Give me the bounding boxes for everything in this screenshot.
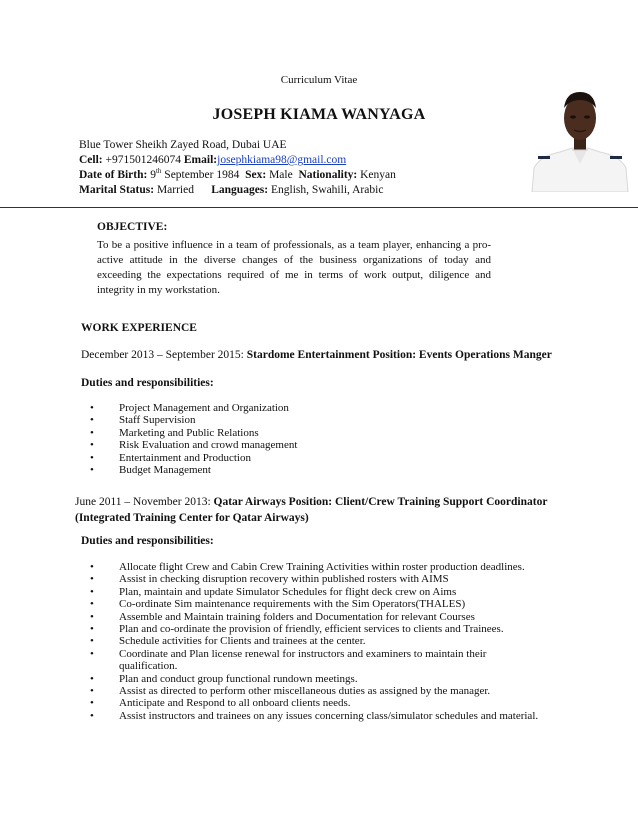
bullet-icon: •: [90, 585, 94, 598]
job-1-title: Stardome Entertainment Position: Events Operations Manger: [246, 349, 552, 361]
dob-label: Date of Birth:: [79, 169, 148, 181]
list-item: • Entertainment and Production: [90, 451, 251, 464]
address: Blue Tower Sheikh Zayed Road, Dubai UAE: [79, 139, 287, 151]
dob-month-year: September 1984: [164, 169, 240, 181]
bullet-icon: •: [90, 709, 94, 722]
bullet-icon: •: [90, 573, 94, 586]
objective-text: To be a positive influence in a team of professionals, as a team player, enhancing a pro-active attitude in the diverse changes of the business organizations of today and exceeding the expectations required of me in terms of work output, diligence and integrity in my workstation.: [97, 239, 491, 296]
list-item: • Anticipate and Respond to all onboard clients needs.: [90, 697, 351, 710]
job-1-dates: December 2013 – September 2015:: [81, 349, 244, 361]
marital-label: Marital Status:: [79, 184, 155, 196]
list-item: • Risk Evaluation and crowd management: [90, 439, 298, 452]
job-2-dates: June 2011 – November 2013:: [75, 496, 211, 508]
profile-photo: [530, 84, 630, 192]
bullet-icon: •: [90, 598, 94, 611]
job-2-title: Qatar Airways Position: Client/Crew Training Support Coordinator: [213, 496, 548, 508]
cell-number: +971501246074: [105, 154, 182, 166]
nationality-label: Nationality:: [298, 169, 358, 181]
header-divider: [0, 207, 638, 208]
list-item: • Plan, maintain and update Simulator Schedules for flight deck crew on Aims: [90, 585, 457, 598]
job-1-duties-list: [90, 402, 510, 476]
bullet-icon: •: [90, 685, 94, 698]
bullet-icon: •: [90, 451, 94, 464]
list-item: • Budget Management: [90, 464, 211, 477]
cell-label: Cell:: [79, 154, 103, 166]
bullet-icon: •: [90, 561, 94, 573]
phone-email-line: [79, 153, 396, 168]
list-item: • Co-ordinate Sim maintenance requirements with the Sim Operators(THALES): [90, 598, 466, 611]
list-item: • Staff Supervision: [90, 414, 196, 427]
email-link[interactable]: josephkiama98@gmail.com: [217, 154, 347, 166]
marital-value: Married: [156, 184, 194, 196]
bullet-icon: •: [90, 697, 94, 710]
status-line: [79, 183, 396, 198]
contact-block: [79, 138, 396, 198]
bullet-icon: •: [90, 402, 94, 414]
bullet-icon: •: [90, 426, 94, 439]
job-2-duties-heading: Duties and responsibilities:: [81, 535, 214, 547]
personal-line: [79, 168, 396, 183]
bullet-icon: •: [90, 414, 94, 427]
job-2-header: [75, 494, 547, 526]
job-1-duties-heading: Duties and responsibilities:: [81, 377, 214, 389]
document-type: Curriculum Vitae: [280, 74, 358, 86]
list-item: • Plan and co-ordinate the provision of friendly, efficient services to clients and Trainees.: [90, 623, 504, 636]
list-item: • Assist in checking disruption recovery within published rosters with AIMS: [90, 573, 449, 586]
email-label: Email:: [183, 154, 218, 166]
bullet-icon: •: [90, 623, 94, 636]
bullet-icon: •: [90, 464, 94, 477]
languages-label: Languages:: [211, 184, 269, 196]
list-item: • Plan and conduct group functional rundown meetings.: [90, 672, 358, 685]
list-item: • Assist instructors and trainees on any issues concerning class/simulator schedules and material.: [90, 709, 539, 722]
dob-day: 9: [150, 169, 156, 181]
bullet-icon: •: [90, 439, 94, 452]
sex-label: Sex:: [245, 169, 267, 181]
list-item: • Project Management and Organization: [90, 402, 289, 414]
job-1-header: [81, 347, 552, 363]
sex-value: Male: [269, 169, 293, 181]
list-item: • Allocate flight Crew and Cabin Crew Training Activities within roster production deadlines.: [90, 561, 525, 573]
job-2-subtitle: (Integrated Training Center for Qatar Airways): [75, 512, 309, 524]
list-item: • Assemble and Maintain training folders and Documentation for relevant Courses: [90, 610, 475, 623]
nationality-value: Kenyan: [360, 169, 396, 181]
list-item: • Marketing and Public Relations: [90, 426, 259, 439]
work-experience-heading: WORK EXPERIENCE: [81, 322, 197, 334]
objective-heading: OBJECTIVE:: [97, 221, 168, 233]
candidate-name: JOSEPH KIAMA WANYAGA: [212, 106, 426, 123]
bullet-icon: •: [90, 647, 94, 660]
list-item: • Schedule activities for Clients and trainees at the center.: [90, 635, 366, 648]
list-item: • Assist as directed to perform other miscellaneous duties as assigned by the manager.: [90, 685, 491, 698]
bullet-icon: •: [90, 610, 94, 623]
bullet-icon: •: [90, 635, 94, 648]
languages-value: English, Swahili, Arabic: [270, 184, 384, 196]
dob-suffix: th: [155, 167, 162, 176]
list-item: • Coordinate and Plan license renewal for instructors and examiners to maintain their qualification.: [90, 647, 487, 673]
job-2-duties-list: [90, 561, 560, 722]
bullet-icon: •: [90, 672, 94, 685]
